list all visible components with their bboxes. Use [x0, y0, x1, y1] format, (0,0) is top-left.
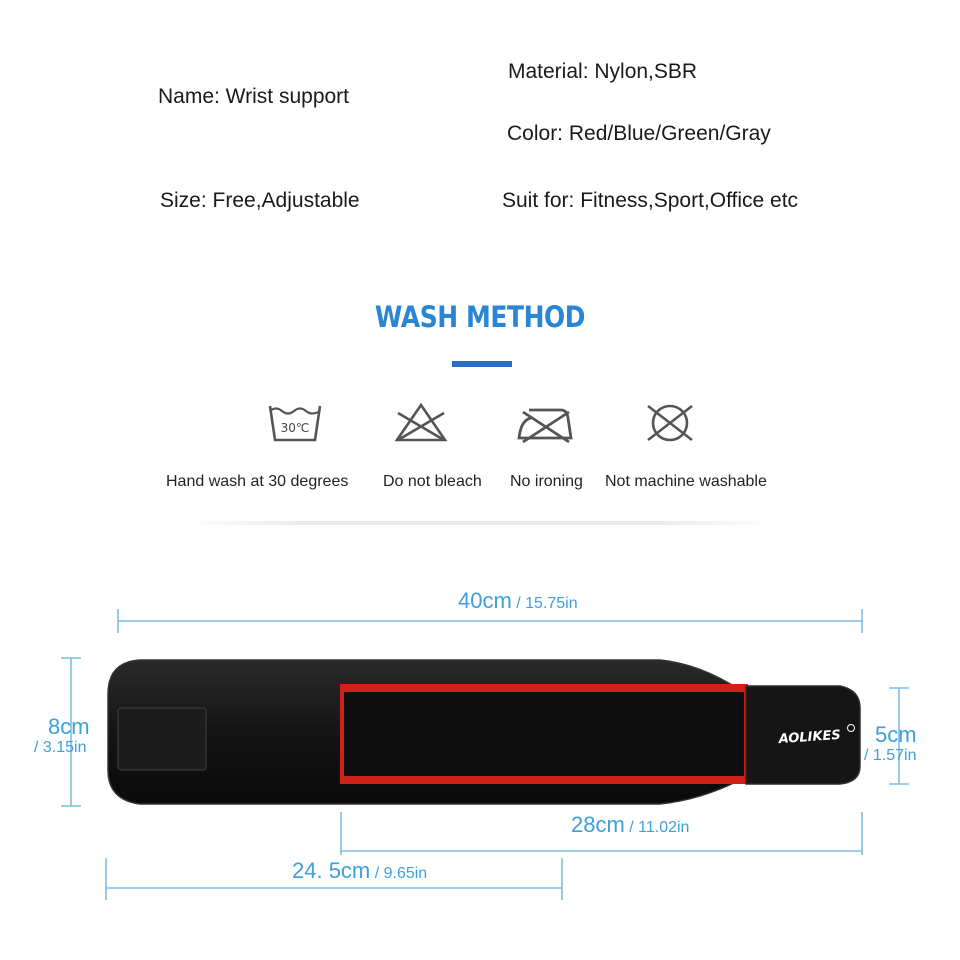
spec-name: Name: Wrist support: [158, 85, 349, 108]
dim-strap-length: 28cm / 11.02in: [571, 812, 690, 837]
care-label-hand-wash: Hand wash at 30 degrees: [166, 473, 349, 490]
wrist-support-image: [100, 650, 870, 820]
dim-base-length: 24. 5cm / 9.65in: [292, 858, 428, 883]
spec-color: Color: Red/Blue/Green/Gray: [507, 122, 771, 145]
dim-height-in: / 3.15in: [34, 739, 87, 756]
spec-material: Material: Nylon,SBR: [508, 60, 698, 83]
care-label-no-machine-wash: Not machine washable: [605, 473, 767, 490]
spec-suit: Suit for: Fitness,Sport,Office etc: [502, 189, 799, 212]
spec-size: Size: Free,Adjustable: [160, 189, 360, 212]
dim-strap-height-cm: 5cm: [875, 722, 917, 747]
wash-method-title: WASH METHOD: [374, 300, 586, 334]
care-label-no-ironing: No ironing: [510, 473, 583, 490]
care-label-no-bleach: Do not bleach: [383, 473, 482, 490]
wash-temp-label: 30℃: [280, 421, 310, 435]
velcro-patch: [118, 708, 206, 770]
dim-height-cm: 8cm: [48, 714, 90, 739]
brand-logo: AOLIKES: [778, 727, 842, 748]
dim-strap-height-in: / 1.57in: [864, 747, 917, 764]
dim-total-length: 40cm / 15.75in: [458, 588, 578, 613]
